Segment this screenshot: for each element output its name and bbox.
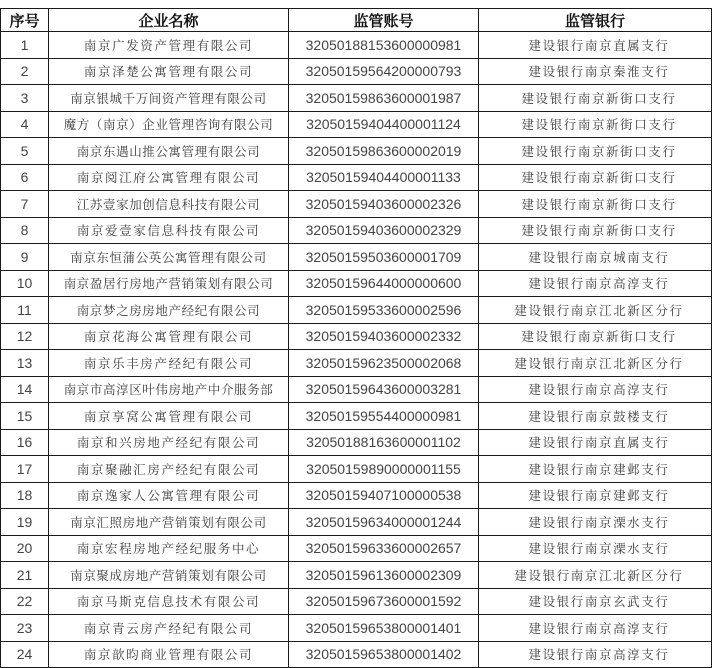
bank-name-cell: 建设银行南京高淳支行 xyxy=(479,641,712,668)
row-index: 13 xyxy=(1,350,49,377)
bank-name-cell: 建设银行南京新街口支行 xyxy=(479,111,712,138)
company-name-cell: 南京花海公寓管理有限公司 xyxy=(49,323,289,350)
bank-name-cell: 建设银行南京新街口支行 xyxy=(479,323,712,350)
company-name-cell: 南京盈居行房地产营销策划有限公司 xyxy=(49,270,289,297)
bank-name-cell: 建设银行南京江北新区分行 xyxy=(479,562,712,589)
table-row xyxy=(1,509,712,536)
bank-name-cell: 建设银行南京高淳支行 xyxy=(479,376,712,403)
account-number-cell: 32050159623500002068 xyxy=(289,350,479,377)
table-row xyxy=(1,244,712,271)
table-row xyxy=(1,270,712,297)
row-index: 16 xyxy=(1,429,49,456)
company-name-cell: 南京东遇山推公寓管理有限公司 xyxy=(49,138,289,165)
account-number-cell: 32050159407100000538 xyxy=(289,482,479,509)
bank-name-cell: 建设银行南京江北新区分行 xyxy=(479,297,712,324)
table-row xyxy=(1,403,712,430)
company-name-cell: 南京宏程房地产经纪服务中心 xyxy=(49,535,289,562)
table-row xyxy=(1,111,712,138)
account-number-cell: 32050159890000001155 xyxy=(289,456,479,483)
bank-name-cell: 建设银行南京直属支行 xyxy=(479,429,712,456)
bank-name-cell: 建设银行南京新街口支行 xyxy=(479,217,712,244)
company-name-cell: 南京聚融汇房产经纪有限公司 xyxy=(49,456,289,483)
row-index: 23 xyxy=(1,615,49,642)
bank-name-cell: 建设银行南京城南支行 xyxy=(479,244,712,271)
table-row xyxy=(1,482,712,509)
table-row xyxy=(1,350,712,377)
row-index: 12 xyxy=(1,323,49,350)
table-row xyxy=(1,58,712,85)
company-name-cell: 南京东恒蒲公英公寓管理有限公司 xyxy=(49,244,289,271)
company-name-cell: 南京梦之房房地产经纪有限公司 xyxy=(49,297,289,324)
bank-name-cell: 建设银行南京新街口支行 xyxy=(479,138,712,165)
company-name-cell: 南京爱壹家信息科技有限公司 xyxy=(49,217,289,244)
company-name-cell: 南京青云房产经纪有限公司 xyxy=(49,615,289,642)
account-number-cell: 32050159403600002326 xyxy=(289,191,479,218)
bank-name-cell: 建设银行南京江北新区分行 xyxy=(479,350,712,377)
row-index: 15 xyxy=(1,403,49,430)
table-row xyxy=(1,376,712,403)
bank-name-cell: 建设银行南京新街口支行 xyxy=(479,164,712,191)
company-name-cell: 南京马斯克信息技术有限公司 xyxy=(49,588,289,615)
bank-name-cell: 建设银行南京高淳支行 xyxy=(479,615,712,642)
row-index: 21 xyxy=(1,562,49,589)
company-name-cell: 南京阅江府公寓管理有限公司 xyxy=(49,164,289,191)
row-index: 4 xyxy=(1,111,49,138)
company-name-cell: 南京市高淳区叶伟房地产中介服务部 xyxy=(49,376,289,403)
table-row xyxy=(1,297,712,324)
table-row xyxy=(1,323,712,350)
row-index: 3 xyxy=(1,85,49,112)
row-index: 9 xyxy=(1,244,49,271)
bank-name-cell: 建设银行南京秦淮支行 xyxy=(479,58,712,85)
company-name-cell: 南京享窝公寓管理有限公司 xyxy=(49,403,289,430)
row-index: 7 xyxy=(1,191,49,218)
header-index: 序号 xyxy=(1,9,49,32)
bank-name-cell: 建设银行南京鼓楼支行 xyxy=(479,403,712,430)
table-row xyxy=(1,138,712,165)
row-index: 6 xyxy=(1,164,49,191)
account-number-cell: 32050159863600001987 xyxy=(289,85,479,112)
row-index: 22 xyxy=(1,588,49,615)
table-header-row xyxy=(1,9,712,32)
supervised-accounts-table xyxy=(0,8,712,668)
header-account-number: 监管账号 xyxy=(289,9,479,32)
account-number-cell: 32050159644000000600 xyxy=(289,270,479,297)
company-name-cell: 魔方（南京）企业管理咨询有限公司 xyxy=(49,111,289,138)
bank-name-cell: 建设银行南京直属支行 xyxy=(479,32,712,59)
account-number-cell: 32050159533600002596 xyxy=(289,297,479,324)
account-number-cell: 32050159634000001244 xyxy=(289,509,479,536)
company-name-cell: 江苏壹家加创信息科技有限公司 xyxy=(49,191,289,218)
bank-name-cell: 建设银行南京玄武支行 xyxy=(479,588,712,615)
company-name-cell: 南京泽楚公寓管理有限公司 xyxy=(49,58,289,85)
account-number-cell: 32050159863600002019 xyxy=(289,138,479,165)
table-row xyxy=(1,588,712,615)
table-row xyxy=(1,641,712,668)
account-number-cell: 32050159403600002329 xyxy=(289,217,479,244)
row-index: 14 xyxy=(1,376,49,403)
row-index: 18 xyxy=(1,482,49,509)
account-number-cell: 32050159633600002657 xyxy=(289,535,479,562)
account-number-cell: 32050159613600002309 xyxy=(289,562,479,589)
account-number-cell: 32050188163600001102 xyxy=(289,429,479,456)
account-number-cell: 32050159503600001709 xyxy=(289,244,479,271)
row-index: 11 xyxy=(1,297,49,324)
bank-name-cell: 建设银行南京建邺支行 xyxy=(479,456,712,483)
account-number-cell: 32050159403600002332 xyxy=(289,323,479,350)
account-number-cell: 32050159404400001124 xyxy=(289,111,479,138)
account-number-cell: 32050159653800001402 xyxy=(289,641,479,668)
table-row xyxy=(1,32,712,59)
account-number-cell: 32050159554400000981 xyxy=(289,403,479,430)
row-index: 8 xyxy=(1,217,49,244)
table-row xyxy=(1,562,712,589)
table-row xyxy=(1,615,712,642)
account-number-cell: 32050188153600000981 xyxy=(289,32,479,59)
bank-name-cell: 建设银行南京新街口支行 xyxy=(479,191,712,218)
row-index: 19 xyxy=(1,509,49,536)
account-number-cell: 32050159564200000793 xyxy=(289,58,479,85)
account-number-cell: 32050159653800001401 xyxy=(289,615,479,642)
table-row xyxy=(1,456,712,483)
bank-name-cell: 建设银行南京溧水支行 xyxy=(479,509,712,536)
table-row xyxy=(1,191,712,218)
header-company-name: 企业名称 xyxy=(49,9,289,32)
company-name-cell: 南京汇照房地产营销策划有限公司 xyxy=(49,509,289,536)
bank-name-cell: 建设银行南京建邺支行 xyxy=(479,482,712,509)
row-index: 1 xyxy=(1,32,49,59)
table-row xyxy=(1,217,712,244)
bank-name-cell: 建设银行南京新街口支行 xyxy=(479,85,712,112)
header-bank: 监管银行 xyxy=(479,9,712,32)
company-name-cell: 南京和兴房地产经纪有限公司 xyxy=(49,429,289,456)
company-name-cell: 南京乐丰房产经纪有限公司 xyxy=(49,350,289,377)
table-row xyxy=(1,429,712,456)
account-number-cell: 32050159404400001133 xyxy=(289,164,479,191)
row-index: 24 xyxy=(1,641,49,668)
bank-name-cell: 建设银行南京高淳支行 xyxy=(479,270,712,297)
row-index: 17 xyxy=(1,456,49,483)
company-name-cell: 南京银城千万间资产管理有限公司 xyxy=(49,85,289,112)
row-index: 10 xyxy=(1,270,49,297)
table-row xyxy=(1,535,712,562)
table-row xyxy=(1,85,712,112)
company-name-cell: 南京逸家人公寓管理有限公司 xyxy=(49,482,289,509)
company-name-cell: 南京聚成房地产营销策划有限公司 xyxy=(49,562,289,589)
company-name-cell: 南京广发资产管理有限公司 xyxy=(49,32,289,59)
row-index: 20 xyxy=(1,535,49,562)
bank-name-cell: 建设银行南京溧水支行 xyxy=(479,535,712,562)
row-index: 5 xyxy=(1,138,49,165)
company-name-cell: 南京歆昀商业管理有限公司 xyxy=(49,641,289,668)
table-row xyxy=(1,164,712,191)
account-number-cell: 32050159643600003281 xyxy=(289,376,479,403)
supervised-accounts-table-container xyxy=(0,8,711,668)
account-number-cell: 32050159673600001592 xyxy=(289,588,479,615)
row-index: 2 xyxy=(1,58,49,85)
